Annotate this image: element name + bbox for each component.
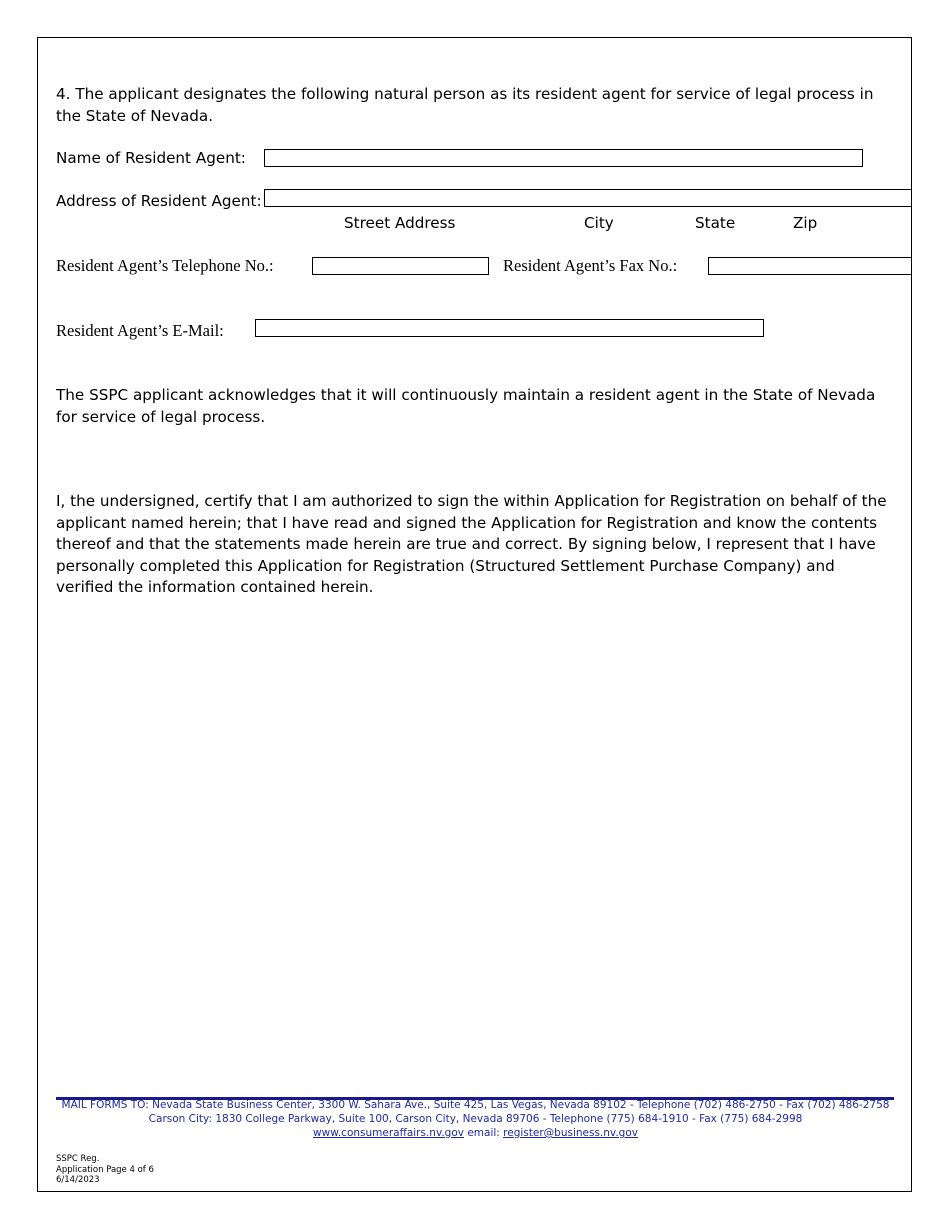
footer-mail-line xyxy=(38,1099,912,1111)
page-number: Application Page 4 of 6 xyxy=(56,1164,154,1175)
email-label: email: xyxy=(464,1127,504,1139)
footer-carson-city-line: Carson City: 1830 College Parkway, Suite 100, Carson City, Nevada 89706 - Telephone (775) 684-1910 - Fax (775) 684-2998 xyxy=(148,1113,803,1125)
acknowledgement-text: The SSPC applicant acknowledges that it will continuously maintain a resident agent in the State of Nevada for service of legal process. xyxy=(56,386,876,426)
resident-agent-fax-label: Resident Agent’s Fax No.: xyxy=(503,256,678,275)
resident-agent-email-label: Resident Agent’s E-Mail: xyxy=(56,321,224,340)
resident-agent-phone-label: Resident Agent’s Telephone No.: xyxy=(56,256,274,275)
email-link[interactable]: register@business.nv.gov xyxy=(503,1127,638,1139)
form-id: SSPC Reg. xyxy=(56,1154,100,1164)
resident-agent-address-label: Address of Resident Agent: xyxy=(56,192,262,210)
form-page xyxy=(37,37,912,1192)
address-city-caption: City xyxy=(584,214,614,232)
footer-mail-prefix: MAIL FORMS TO: xyxy=(61,1099,149,1111)
resident-agent-email-field[interactable] xyxy=(255,319,764,337)
resident-agent-phone-field[interactable] xyxy=(312,257,489,275)
page-meta xyxy=(56,1154,154,1186)
resident-agent-fax-field[interactable] xyxy=(708,257,912,275)
resident-agent-address-field[interactable] xyxy=(264,189,912,207)
address-street-caption: Street Address xyxy=(344,214,456,232)
website-link[interactable]: www.consumeraffairs.nv.gov xyxy=(313,1127,464,1139)
resident-agent-name-label: Name of Resident Agent: xyxy=(56,149,246,167)
footer-las-vegas-address: Nevada State Business Center, 3300 W. Sahara Ave., Suite 425, Las Vegas, Nevada 89102 - Telephone (702) 486-2750 - Fax (702) 486-2758 xyxy=(148,1099,890,1111)
certification-text: I, the undersigned, certify that I am authorized to sign the within Application for Registration on behalf of the applicant named herein; that I have read and signed the Application for Registration and know the contents thereof and that the statements made herein are true and correct. By signing below, I represent that I have personally completed this Application for Registration (Structured Settlement Purchase Company) and verified the information contained herein. xyxy=(56,492,887,596)
section-4-intro: 4. The applicant designates the following natural person as its resident agent for service of legal process in the State of Nevada. xyxy=(56,85,874,125)
footer-contact-line xyxy=(38,1127,912,1139)
revision-date: 6/14/2023 xyxy=(56,1175,100,1185)
address-zip-caption: Zip xyxy=(793,214,818,232)
resident-agent-name-field[interactable] xyxy=(264,149,863,167)
address-state-caption: State xyxy=(695,214,736,232)
